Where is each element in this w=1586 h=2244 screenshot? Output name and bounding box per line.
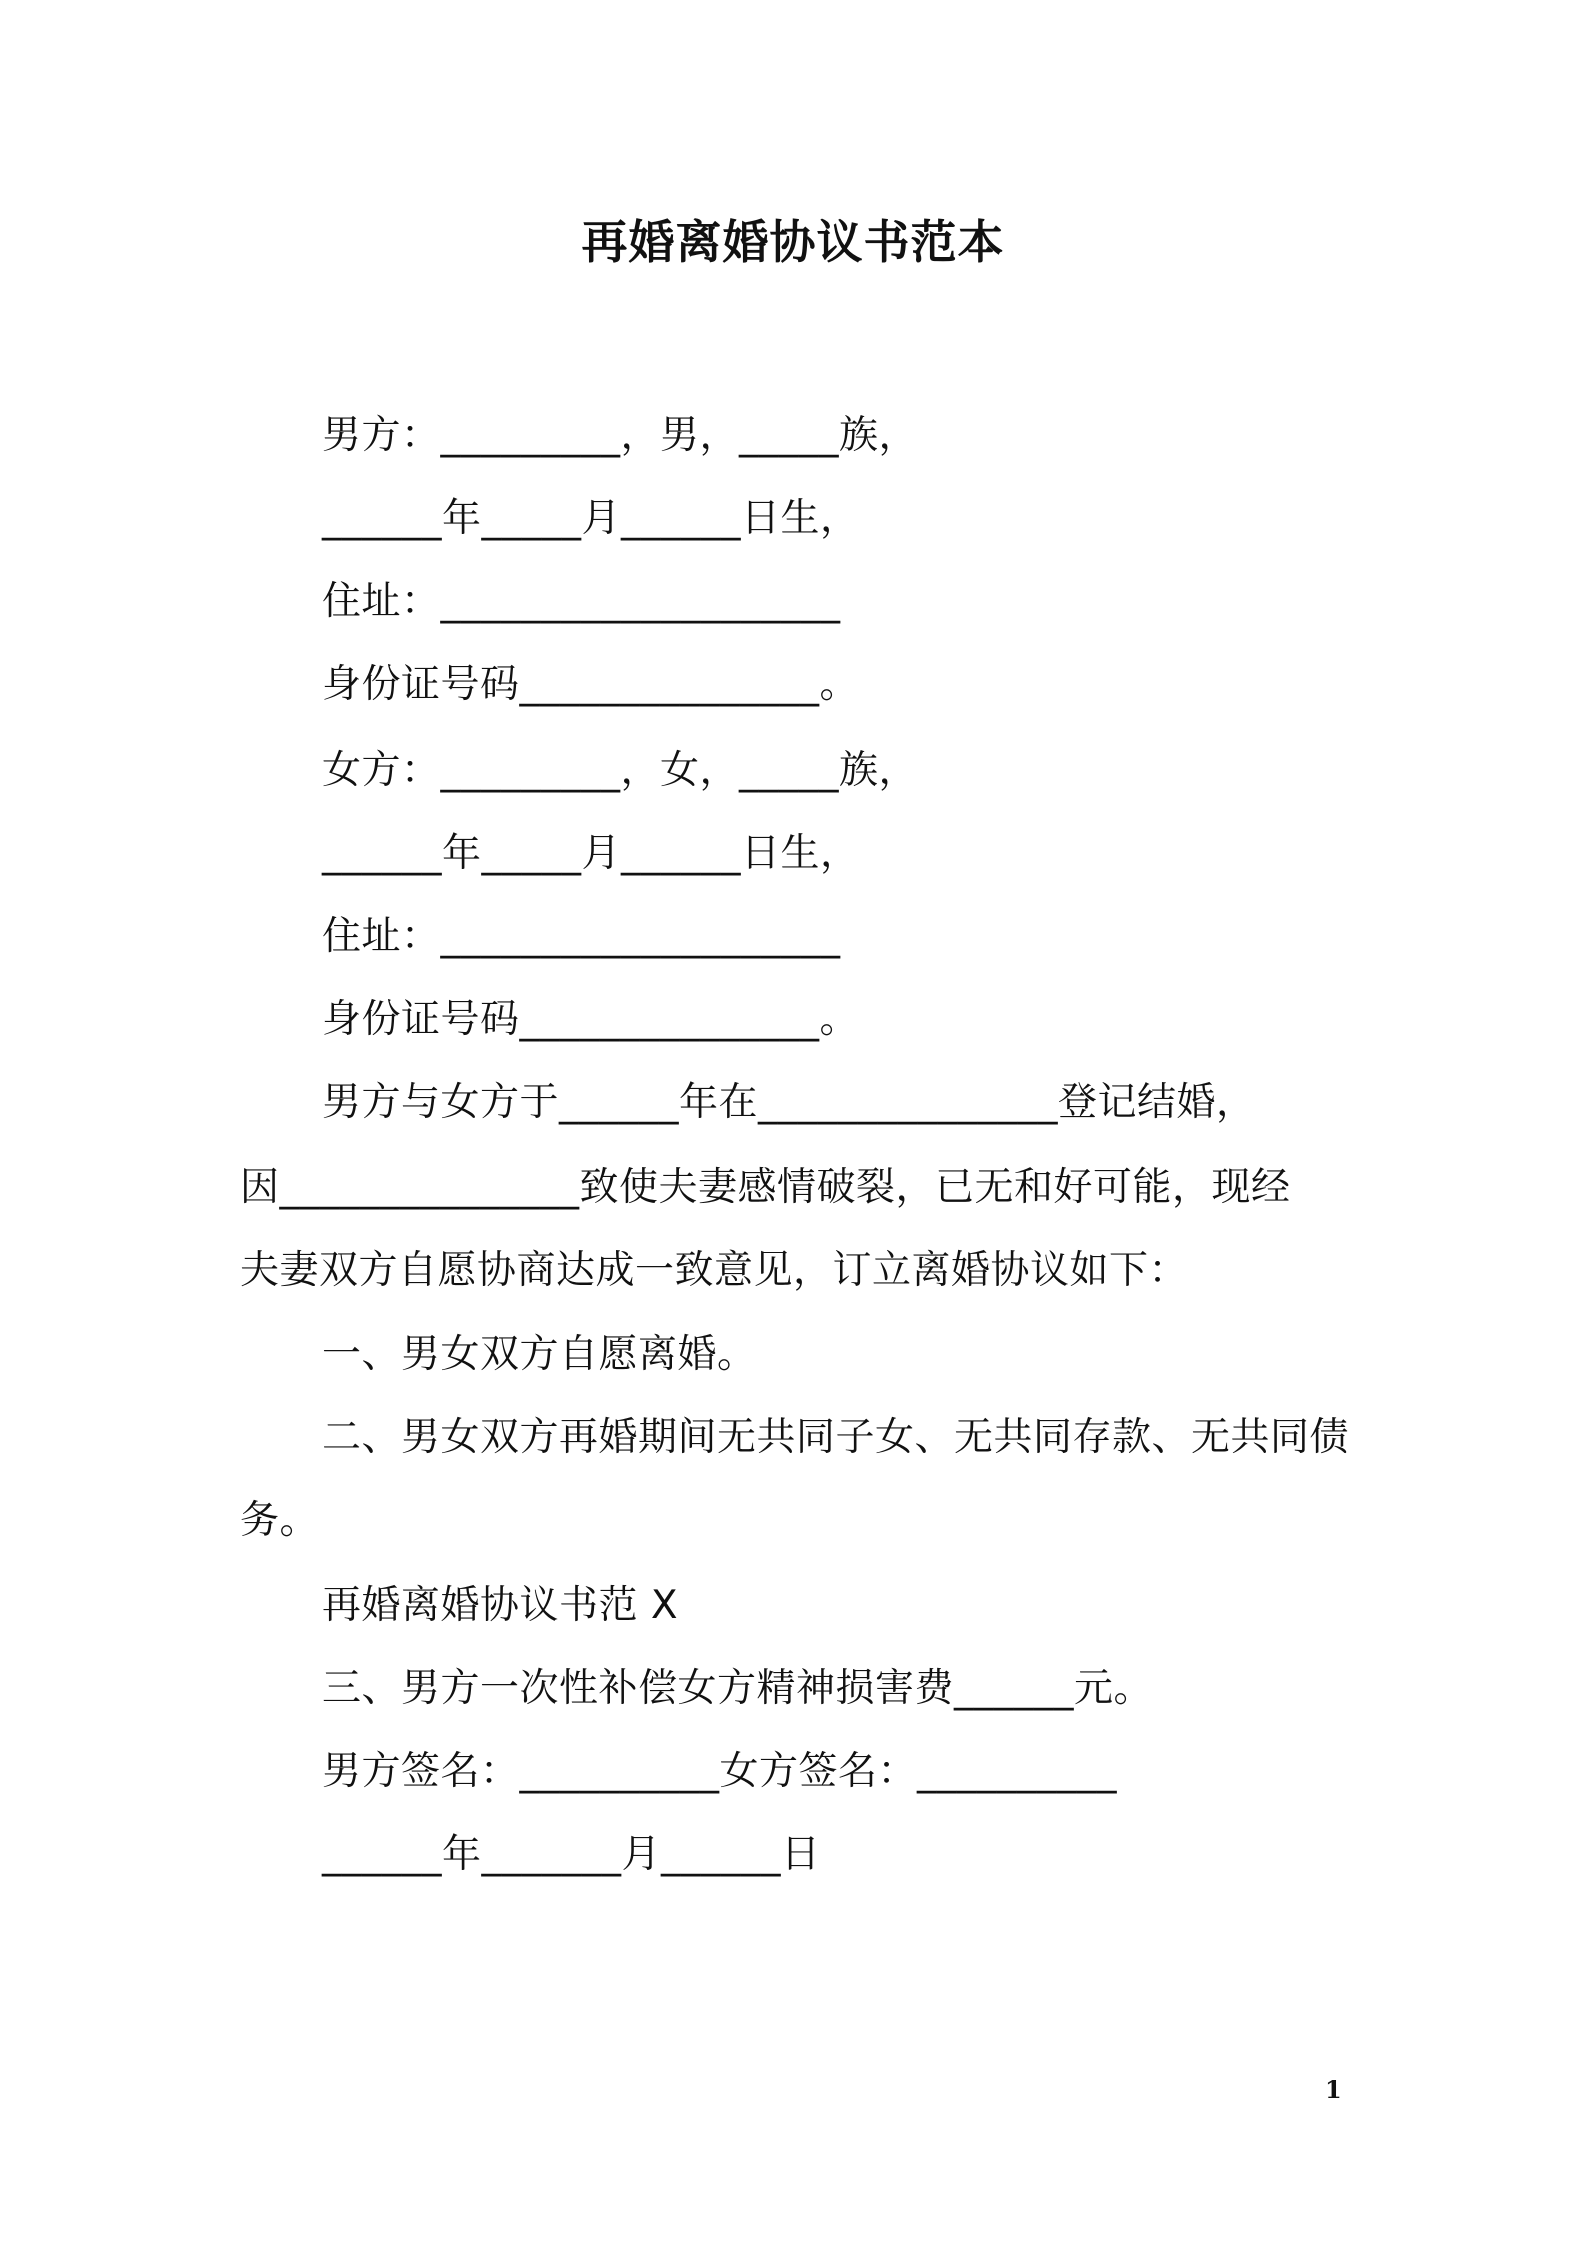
female-birth-line: ______年_____月______日生，: [322, 831, 860, 876]
clause-three: 三、男方一次性补偿女方精神损害费______元。: [322, 1666, 1154, 1711]
female-address-line: 住址：____________________: [322, 914, 841, 959]
inserted-heading: 再婚离婚协议书范 X: [322, 1583, 679, 1628]
signature-line: 男方签名：__________女方签名：__________: [322, 1749, 1118, 1794]
document-title: 再婚离婚协议书范本: [581, 215, 1005, 269]
page-number: 1: [1325, 2075, 1342, 2104]
clause-two-line-2: 务。: [240, 1498, 320, 1543]
date-line: ______年_______月______日: [322, 1832, 821, 1877]
marriage-paragraph-line-1: 男方与女方于______年在_______________登记结婚，: [322, 1080, 1256, 1125]
female-id-line: 身份证号码_______________。: [322, 997, 860, 1042]
clause-one: 一、男女双方自愿离婚。: [322, 1332, 757, 1377]
male-name-line: 男方：_________，男，_____族，: [322, 413, 919, 458]
clause-two-line-1: 二、男女双方再婚期间无共同子女、无共同存款、无共同债: [322, 1415, 1350, 1460]
male-id-line: 身份证号码_______________。: [322, 662, 860, 707]
marriage-paragraph-line-2: 因_______________致使夫妻感情破裂，已无和好可能，现经: [240, 1165, 1291, 1210]
male-address-line: 住址：____________________: [322, 579, 841, 624]
male-birth-line: ______年_____月______日生，: [322, 496, 860, 541]
marriage-paragraph-line-3: 夫妻双方自愿协商达成一致意见，订立离婚协议如下：: [240, 1248, 1189, 1293]
female-name-line: 女方：_________，女，_____族，: [322, 748, 919, 793]
